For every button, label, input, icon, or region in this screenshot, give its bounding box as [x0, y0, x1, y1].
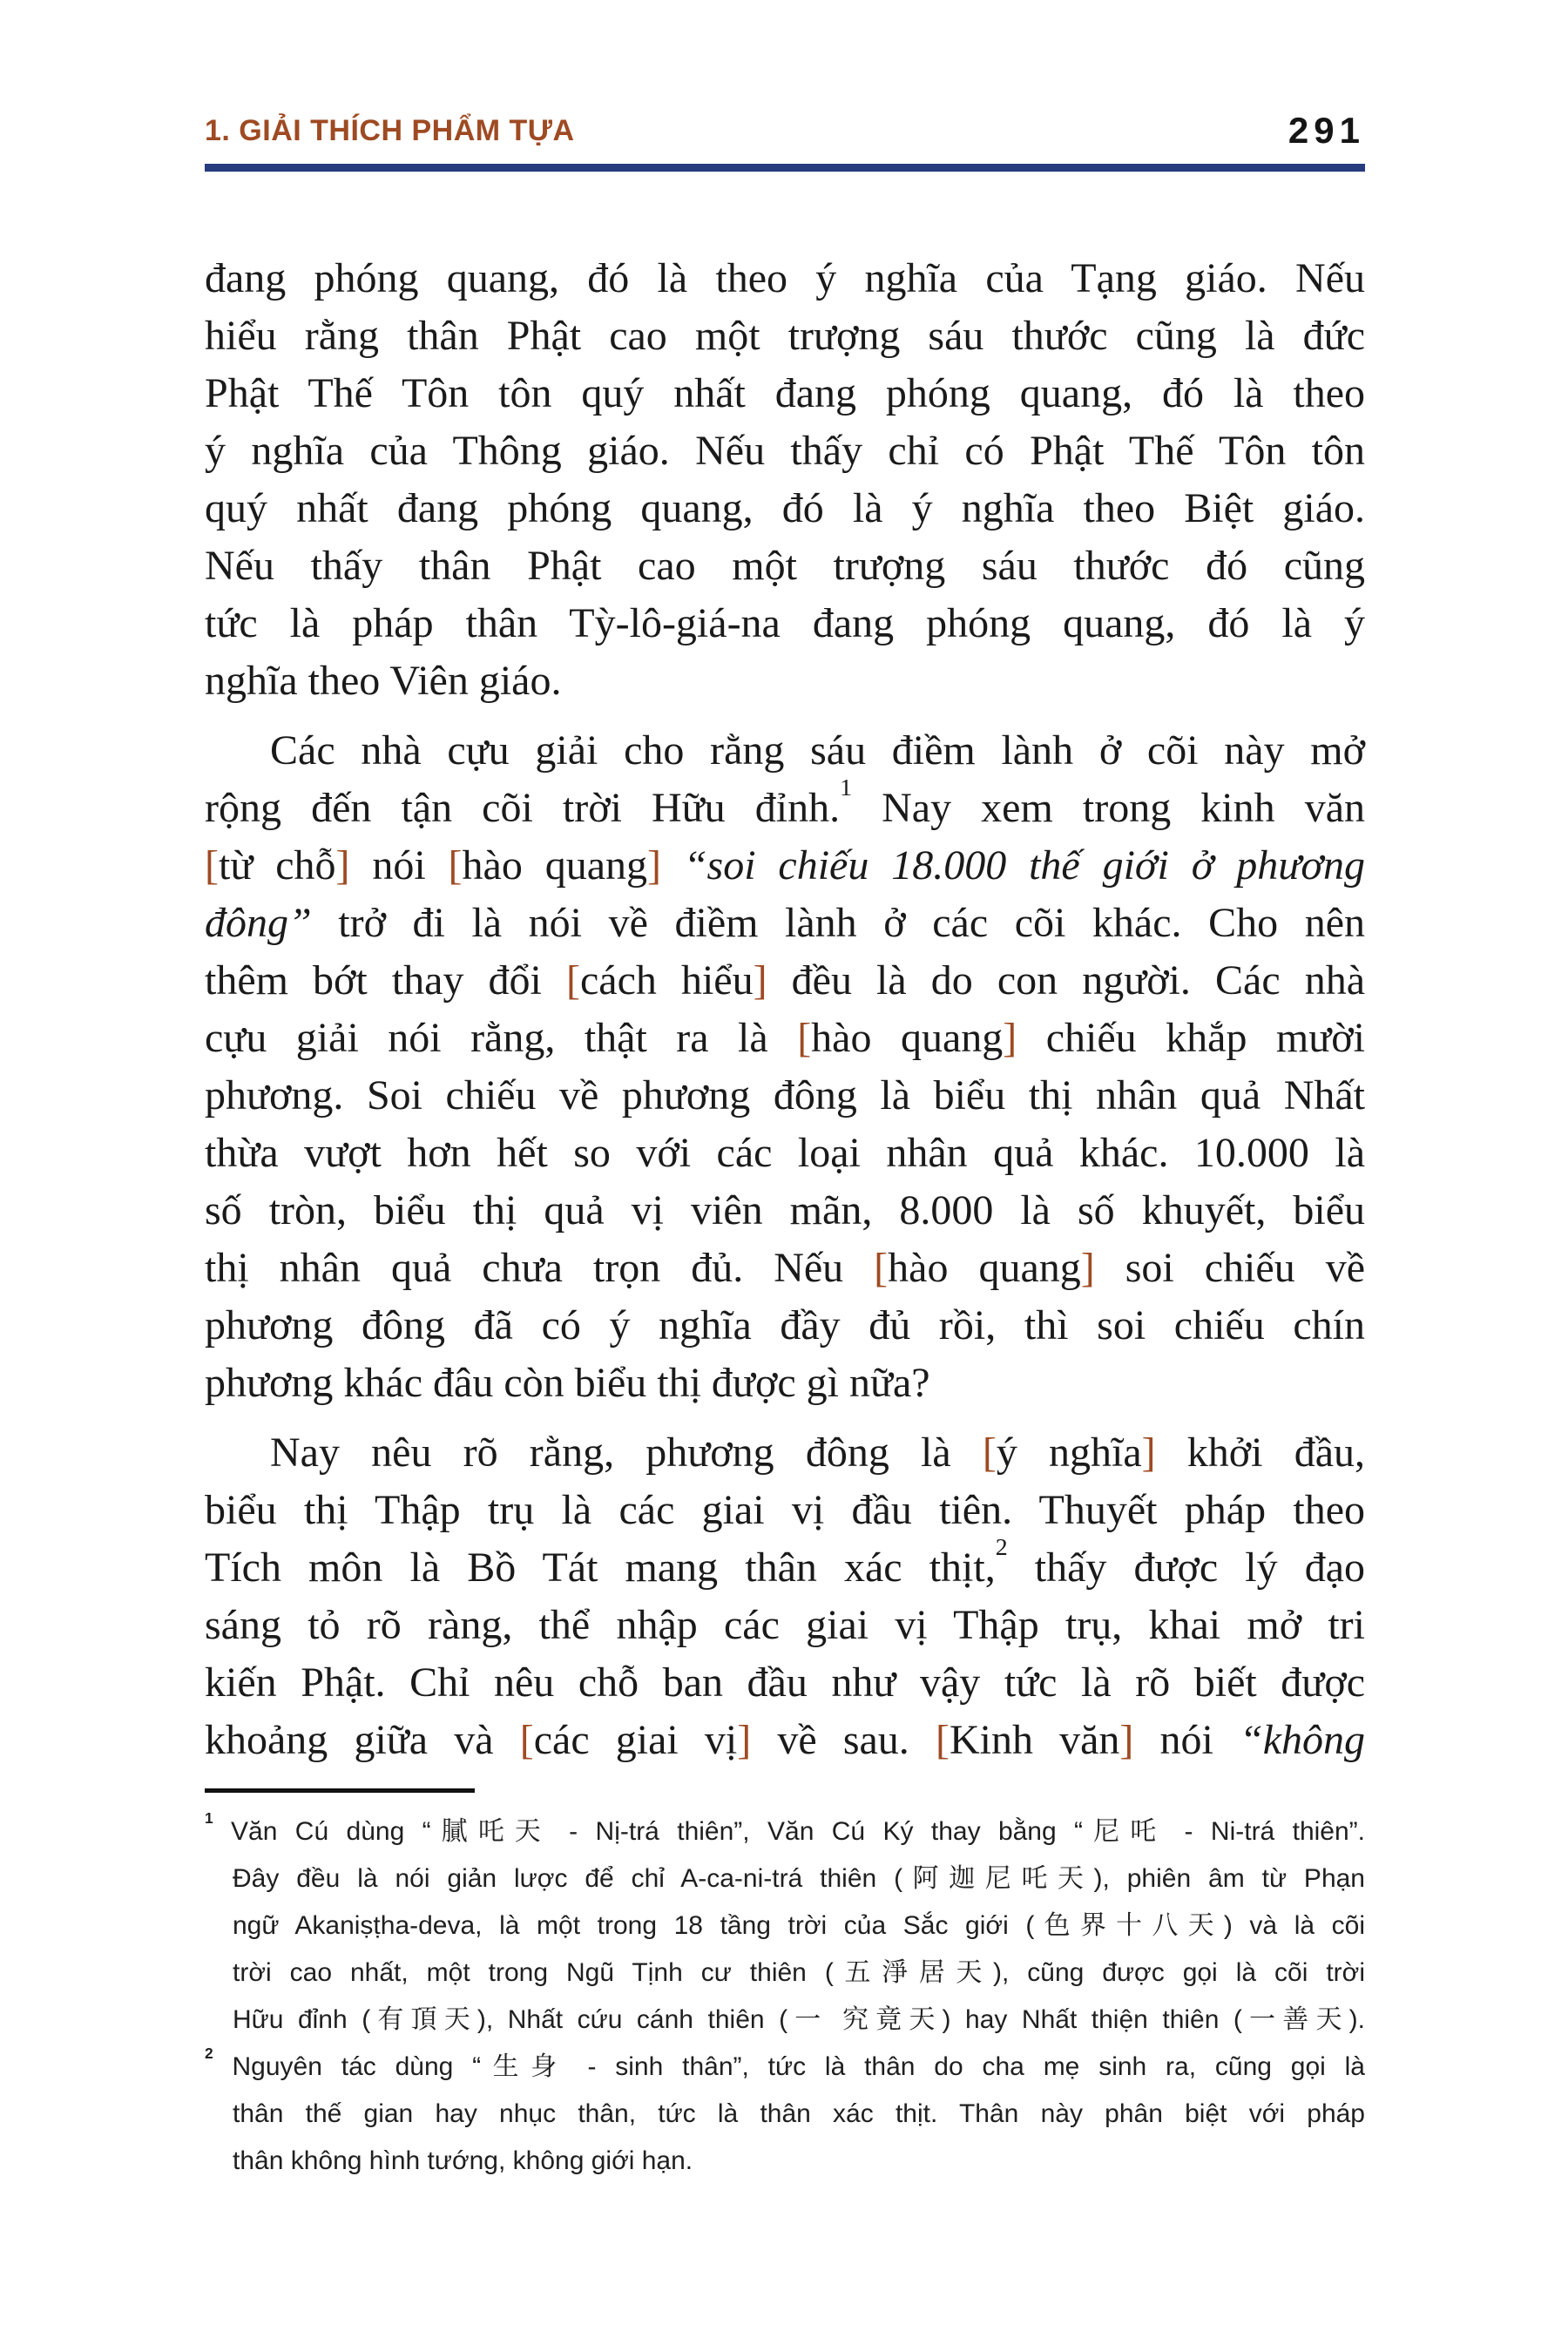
text-run: Nay xem trong kinh văn [852, 785, 1365, 831]
text-line [205, 537, 1365, 595]
text-run: ý nghĩa [996, 1429, 1142, 1476]
text-run: [ [797, 1015, 812, 1061]
text-run: quý nhất đang phóng quang, đó là ý nghĩa theo Biệt giáo. [205, 485, 1365, 531]
text-run: [ [935, 1717, 950, 1763]
footnote-line [205, 2091, 1365, 2138]
text-run: cựu giải nói rằng, thật ra là [205, 1015, 798, 1061]
text-run: đông” [205, 900, 312, 946]
text-run: cách hiểu [579, 957, 754, 1004]
text-line [205, 652, 1365, 710]
text-run: ] [647, 842, 661, 889]
text-run: Các nhà cựu giải cho rằng sáu điềm lành ở cõi này mở [270, 727, 1365, 774]
text-line [205, 1067, 1365, 1125]
text-run: hào quang [811, 1015, 1004, 1061]
text-line [205, 1182, 1365, 1240]
text-run: phương đông đã có ý nghĩa đầy đủ rồi, thì soi chiếu chín [205, 1302, 1365, 1348]
text-run: ] [1003, 1015, 1017, 1061]
paragraph [205, 1424, 1365, 1769]
text-line [205, 1597, 1365, 1654]
text-run: [ [205, 842, 219, 889]
text-line [205, 1482, 1365, 1539]
text-run: Đây đều là nói giản lược để chỉ A-ca-ni-trá thiên (阿迦尼吒天), phiên âm từ Phạn [233, 1864, 1365, 1893]
text-run: thừa vượt hơn hết so với các loại nhân quả khác. 10.000 là [205, 1130, 1365, 1176]
text-line [205, 422, 1365, 480]
text-run: hào quang [462, 842, 647, 889]
text-run: biểu thị Thập trụ là các giai vị đầu tiên. Thuyết pháp theo [205, 1487, 1365, 1533]
text-run: ] [1119, 1717, 1134, 1763]
paragraph [205, 722, 1365, 1412]
footnote-line [205, 1855, 1365, 1903]
footnote-ref: 2 [995, 1534, 1008, 1562]
text-line [205, 1712, 1365, 1769]
text-run: Hữu đỉnh (有頂天), Nhất cứu cánh thiên (一 究竟天) hay Nhất thiện thiên (一善天). [233, 2005, 1365, 2034]
footnote-ref: 1 [840, 774, 853, 802]
text-line [205, 595, 1365, 652]
text-run: ngữ Akaniṣṭha-deva, là một trong 18 tầng trời của Sắc giới (色界十八天) và là cõi [233, 1911, 1365, 1940]
text-run: Nguyên tác dùng “生身 - sinh thân”, tức là thân do cha mẹ sinh ra, cũng gọi là [213, 2052, 1365, 2081]
text-run: Kinh văn [949, 1717, 1120, 1763]
text-run: thị nhân quả chưa trọn đủ. Nếu [205, 1245, 875, 1291]
text-run: phương. Soi chiếu về phương đông là biểu thị nhân quả Nhất [205, 1072, 1365, 1119]
text-run: khoảng giữa và [205, 1717, 520, 1763]
text-run: thân không hình tướng, không giới hạn. [233, 2146, 693, 2175]
text-run: rộng đến tận cõi trời Hữu đỉnh. [205, 785, 841, 831]
paragraph [205, 250, 1365, 710]
footnote-separator [205, 1788, 475, 1793]
text-run: các giai vị [533, 1717, 738, 1763]
page-content [205, 0, 1365, 2185]
text-line [205, 1297, 1365, 1355]
text-run: Văn Cú dùng “膩吒天 - Nị-trá thiên”, Văn Cú Ký thay bằng “尼吒 - Ni-trá thiên”. [213, 1817, 1365, 1846]
footnote-line [205, 2044, 1365, 2091]
text-line [205, 774, 1365, 837]
text-line [205, 1424, 1365, 1482]
text-run: soi chiếu về [1094, 1245, 1366, 1291]
text-run: Nay nêu rõ rằng, phương đông là [270, 1429, 983, 1476]
text-run: nghĩa theo Viên giáo. [205, 658, 562, 704]
text-line [205, 480, 1365, 537]
text-run: Nếu thấy thân Phật cao một trượng sáu thước đó cũng [205, 543, 1365, 589]
footnote-ref: 1 [205, 1809, 213, 1828]
footnote-ref: 2 [205, 2044, 213, 2063]
text-run: ] [1080, 1245, 1095, 1291]
text-run: sáng tỏ rõ ràng, thể nhập các giai vị Thập trụ, khai mở tri [205, 1602, 1365, 1648]
text-line [205, 1240, 1365, 1297]
text-run: Phật Thế Tôn tôn quý nhất đang phóng quang, đó là theo [205, 370, 1365, 416]
text-run: từ chỗ [218, 842, 336, 889]
text-run: ] [753, 957, 767, 1004]
text-run: “không [1240, 1717, 1366, 1763]
text-line [205, 952, 1365, 1010]
text-run: phương khác đâu còn biểu thị được gì nữa? [205, 1360, 930, 1406]
text-line [205, 1125, 1365, 1182]
text-run: số tròn, biểu thị quả vị viên mãn, 8.000 là số khuyết, biểu [205, 1187, 1365, 1233]
text-line [205, 722, 1365, 780]
body-text [205, 250, 1365, 1769]
footnote-line [205, 1903, 1365, 1950]
text-run: nói [1133, 1717, 1240, 1763]
text-run [661, 842, 684, 889]
footnote-line [205, 1997, 1365, 2044]
page-number: 291 [1288, 110, 1365, 151]
text-run: đều là do con người. Các nhà [767, 957, 1366, 1004]
text-run: [ [448, 842, 463, 889]
text-run: ý nghĩa của Thông giáo. Nếu thấy chỉ có Phật Thế Tôn tôn [205, 428, 1365, 474]
text-line [205, 250, 1365, 308]
text-run: hào quang [888, 1245, 1081, 1291]
text-run: nói [349, 842, 449, 889]
text-run: [ [565, 957, 580, 1004]
text-line [205, 308, 1365, 365]
text-run: về sau. [751, 1717, 936, 1763]
text-run: [ [519, 1717, 534, 1763]
text-run: đang phóng quang, đó là theo ý nghĩa của Tạng giáo. Nếu [205, 255, 1365, 301]
text-run: Tích môn là Bồ Tát mang thân xác thịt, [205, 1544, 996, 1591]
text-run: tức là pháp thân Tỳ-lô-giá-na đang phóng quang, đó là ý [205, 600, 1365, 646]
text-run: thêm bớt thay đổi [205, 957, 566, 1004]
text-run: trời cao nhất, một trong Ngũ Tịnh cư thiên (五淨居天), cũng được gọi là cõi trời [233, 1958, 1365, 1987]
text-line [205, 1010, 1365, 1067]
text-run: hiểu rằng thân Phật cao một trượng sáu thước cũng là đức [205, 313, 1365, 359]
text-run: ] [335, 842, 350, 889]
text-run: ] [1141, 1429, 1156, 1476]
text-run: [ [874, 1245, 889, 1291]
text-run: [ [982, 1429, 997, 1476]
footnote-line [205, 2138, 1365, 2185]
text-line [205, 365, 1365, 422]
text-run: khởi đầu, [1155, 1429, 1366, 1476]
header-rule [205, 164, 1365, 172]
text-line [205, 837, 1365, 895]
text-run: chiếu khắp mười [1017, 1015, 1366, 1061]
page-header [205, 112, 1365, 150]
text-line [205, 1355, 1365, 1412]
text-line [205, 1534, 1366, 1597]
text-line [205, 1654, 1365, 1712]
text-run: thân thế gian hay nhục thân, tức là thân xác thịt. Thân này phân biệt với pháp [233, 2099, 1365, 2128]
text-run: kiến Phật. Chỉ nêu chỗ ban đầu như vậy tức là rõ biết được [205, 1659, 1365, 1706]
text-run: ] [737, 1717, 752, 1763]
text-line [205, 895, 1365, 952]
footnote-line [205, 1808, 1365, 1855]
footnote-line [205, 1950, 1365, 1997]
text-run: thấy được lý đạo [1007, 1544, 1366, 1591]
text-run: trở đi là nói về điềm lành ở các cõi khác. Cho nên [311, 900, 1365, 946]
footnotes [205, 1808, 1365, 2185]
running-header: 1. GIẢI THÍCH PHẨM TỰA [205, 114, 575, 147]
text-run: “soi chiếu 18.000 thế giới ở phương [683, 842, 1365, 889]
